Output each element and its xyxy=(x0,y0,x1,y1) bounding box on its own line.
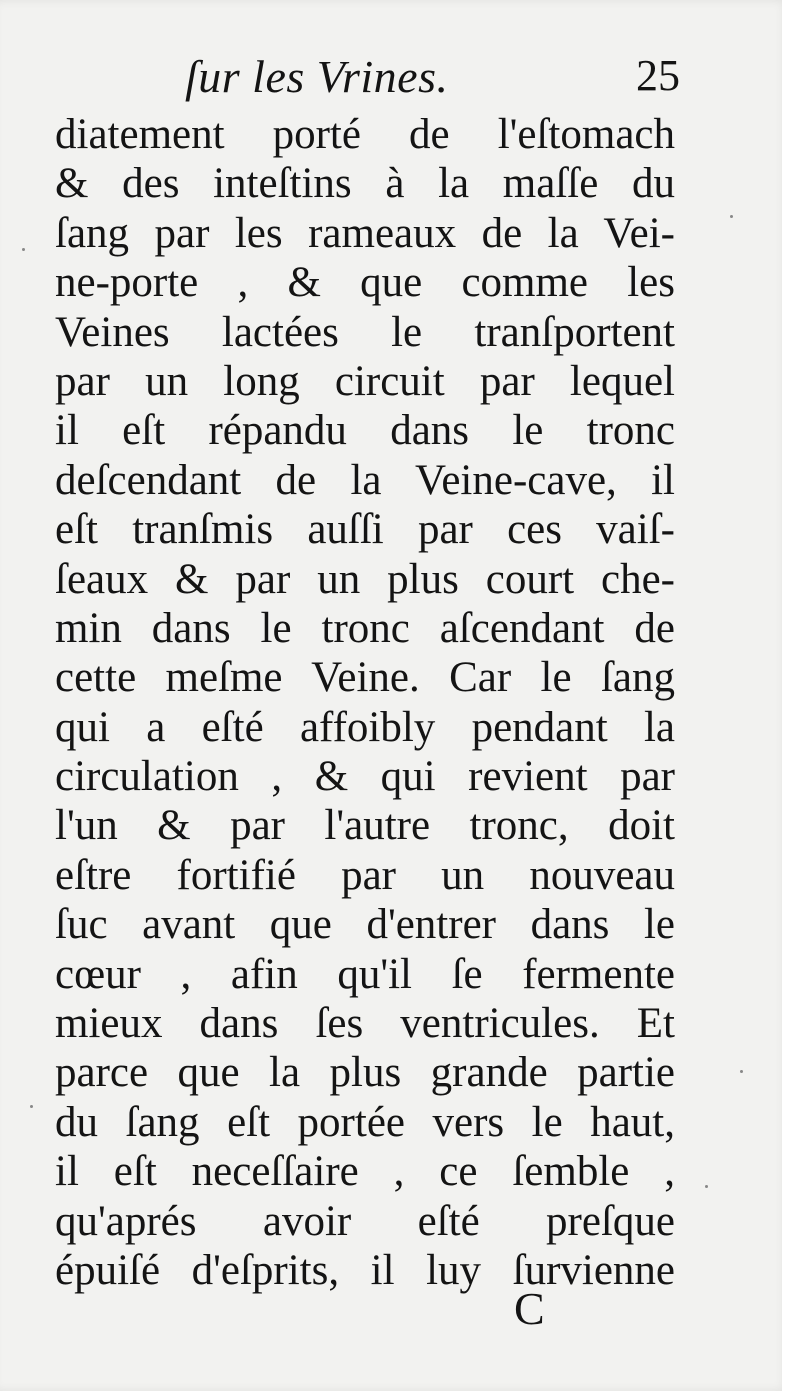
text-line: min dans le tronc aſcendant de xyxy=(55,604,675,652)
page-edge xyxy=(782,0,800,1391)
text-line: & des inteſtins à la maſſe du xyxy=(55,160,675,208)
paper-speck xyxy=(22,248,25,251)
text-line: cœur , afin qu'il ſe fermente xyxy=(55,950,675,998)
body-text xyxy=(55,110,675,1295)
text-line: ſuc avant que d'entrer dans le xyxy=(55,901,675,949)
text-line: l'un & par l'autre tronc, doit xyxy=(55,802,675,850)
text-line: épuiſé d'eſprits, il luy ſurvienne xyxy=(55,1246,675,1294)
text-line: par un long circuit par lequel xyxy=(55,357,675,405)
paper-speck xyxy=(730,215,733,218)
text-line: il eſt répandu dans le tronc xyxy=(55,407,675,455)
text-line: qu'aprés avoir eſté preſque xyxy=(55,1197,675,1245)
paper-speck xyxy=(740,1070,743,1073)
page-header xyxy=(60,50,680,110)
running-head: ſur les Vrines. xyxy=(185,51,449,102)
text-line: mieux dans ſes ventricules. Et xyxy=(55,1000,675,1048)
paper-speck xyxy=(30,1105,33,1108)
text-line: eſt tranſmis auſſi par ces vaiſ- xyxy=(55,506,675,554)
text-line: du ſang eſt portée vers le haut, xyxy=(55,1098,675,1146)
paper-speck xyxy=(705,1185,708,1188)
text-line: ſang par les rameaux de la Vei- xyxy=(55,209,675,257)
page-number: 25 xyxy=(636,51,680,100)
text-line: ſeaux & par un plus court che- xyxy=(55,555,675,603)
text-line: eſtre fortifié par un nouveau xyxy=(55,851,675,899)
text-line: diatement porté de l'eſtomach xyxy=(55,111,675,158)
text-line: cette meſme Veine. Car le ſang xyxy=(55,654,675,702)
text-line: parce que la plus grande partie xyxy=(55,1049,675,1097)
text-line: circulation , & qui revient par xyxy=(55,753,675,801)
text-line: qui a eſté affoibly pendant la xyxy=(55,703,675,751)
text-line: ne-porte , & que comme les xyxy=(55,259,675,307)
text-line: Veines lactées le tranſportent xyxy=(55,308,675,356)
text-line: il eſt neceſſaire , ce ſemble , xyxy=(55,1148,675,1196)
text-line: deſcendant de la Veine-cave, il xyxy=(55,456,675,504)
signature-mark: C xyxy=(514,1283,545,1334)
